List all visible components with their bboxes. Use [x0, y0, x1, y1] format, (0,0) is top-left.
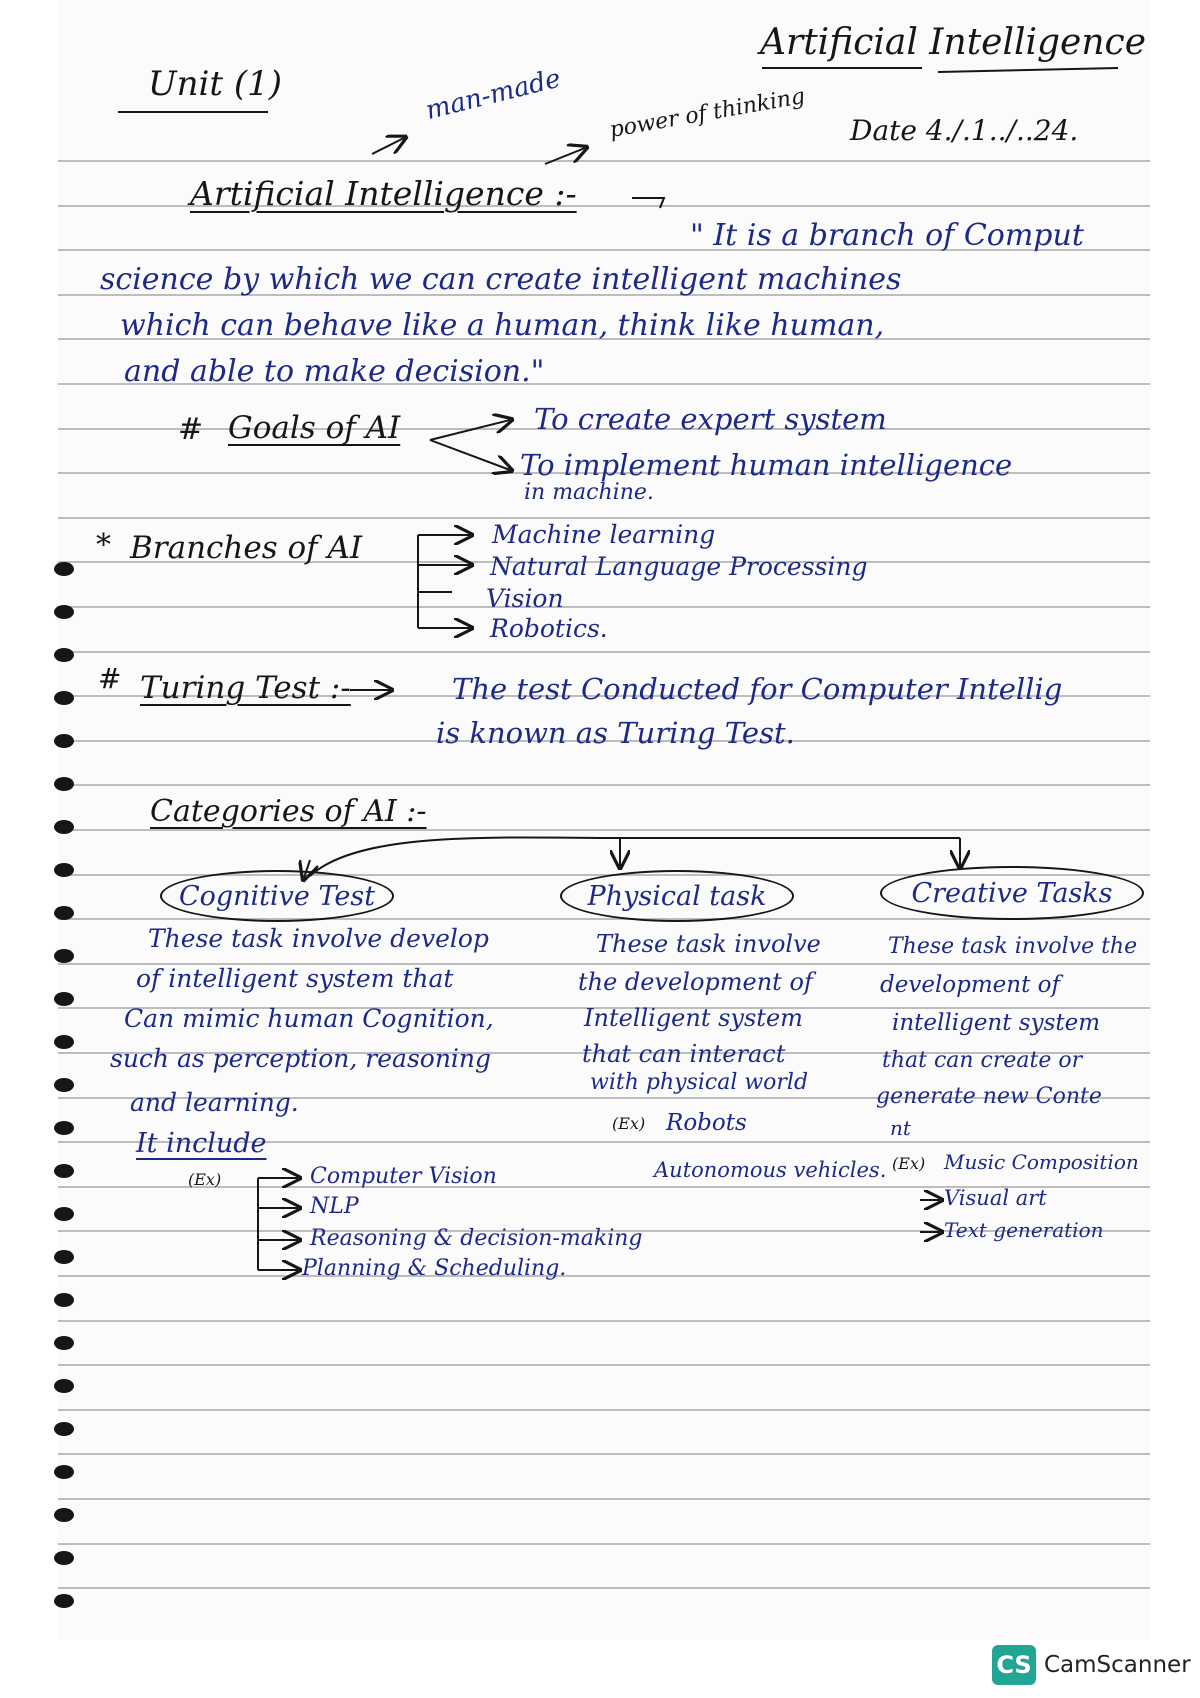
cognitive-line: such as perception, reasoning	[110, 1044, 492, 1073]
creative-example: Music Composition	[944, 1150, 1139, 1174]
branch-item: Robotics.	[490, 614, 608, 643]
cognitive-example: Planning & Scheduling.	[302, 1256, 567, 1281]
creative-eg-mark: (Ex)	[892, 1154, 926, 1173]
cognitive-line: Can mimic human Cognition,	[124, 1004, 494, 1033]
creative-line: These task involve the	[888, 934, 1138, 959]
branches-label: Branches of AI	[130, 530, 363, 566]
camscanner-logo-icon: CS	[992, 1645, 1036, 1685]
definition-line: which can behave like a human, think like human,	[120, 308, 885, 343]
category-cognitive-title: Cognitive Test	[160, 870, 394, 922]
camscanner-watermark	[992, 1645, 1191, 1685]
physical-line: the development of	[578, 968, 813, 996]
branch-item: Machine learning	[492, 520, 716, 549]
cognitive-include-label: It include	[136, 1128, 267, 1159]
creative-line: generate new Conte	[876, 1084, 1102, 1109]
goals-item: To create expert system	[534, 402, 887, 436]
branch-item: Natural Language Processing	[490, 552, 868, 581]
definition-heading: Artificial Intelligence :-	[190, 174, 577, 213]
goals-item: in machine.	[524, 480, 654, 505]
branches-bullet: *	[96, 528, 111, 563]
branch-item: Vision	[486, 584, 564, 613]
physical-line: Intelligent system	[584, 1004, 803, 1032]
creative-line: that can create or	[882, 1048, 1083, 1073]
cognitive-example: Reasoning & decision-making	[310, 1226, 643, 1251]
definition-line: and able to make decision."	[124, 354, 545, 389]
page-date: Date 4./.1../..24.	[850, 114, 1079, 147]
category-physical-title: Physical task	[560, 870, 794, 922]
creative-line: intelligent system	[892, 1010, 1101, 1036]
unit-label: Unit (1)	[148, 64, 283, 104]
definition-line: " It is a branch of Comput	[690, 218, 1084, 253]
physical-line: with physical world	[590, 1070, 809, 1095]
cognitive-example: NLP	[310, 1194, 359, 1219]
turing-line: is known as Turing Test.	[436, 716, 795, 750]
creative-line: development of	[880, 972, 1061, 998]
cognitive-line: These task involve develop	[148, 924, 489, 953]
cognitive-line: and learning.	[130, 1088, 299, 1117]
physical-example: Autonomous vehicles.	[654, 1158, 887, 1182]
creative-example: Text generation	[944, 1218, 1104, 1242]
cognitive-example: Computer Vision	[310, 1164, 497, 1189]
creative-line: nt	[890, 1116, 911, 1140]
physical-line: These task involve	[596, 930, 821, 958]
note-man-made: man-made	[422, 63, 564, 126]
physical-line: that can interact	[582, 1040, 786, 1068]
camscanner-brand-text: CamScanner	[1044, 1652, 1191, 1678]
goals-bullet: #	[178, 412, 204, 447]
turing-label: Turing Test :-	[140, 670, 351, 706]
turing-line: The test Conducted for Computer Intellig	[452, 672, 1063, 706]
subject-title: Artificial Intelligence	[760, 22, 1147, 63]
cognitive-eg-mark: (Ex)	[188, 1170, 222, 1189]
definition-line: science by which we can create intelligent machines	[100, 262, 902, 297]
creative-example: Visual art	[944, 1186, 1047, 1210]
categories-heading: Categories of AI :-	[150, 794, 427, 829]
goals-label: Goals of AI	[228, 410, 401, 446]
goals-item: To implement human intelligence	[520, 448, 1013, 482]
note-power-of-thinking: power of thinking	[607, 84, 807, 143]
physical-example: Robots	[666, 1110, 747, 1136]
physical-eg-mark: (Ex)	[612, 1114, 646, 1133]
cognitive-line: of intelligent system that	[136, 964, 454, 993]
turing-bullet: #	[98, 662, 122, 695]
category-creative-title: Creative Tasks	[880, 866, 1144, 920]
